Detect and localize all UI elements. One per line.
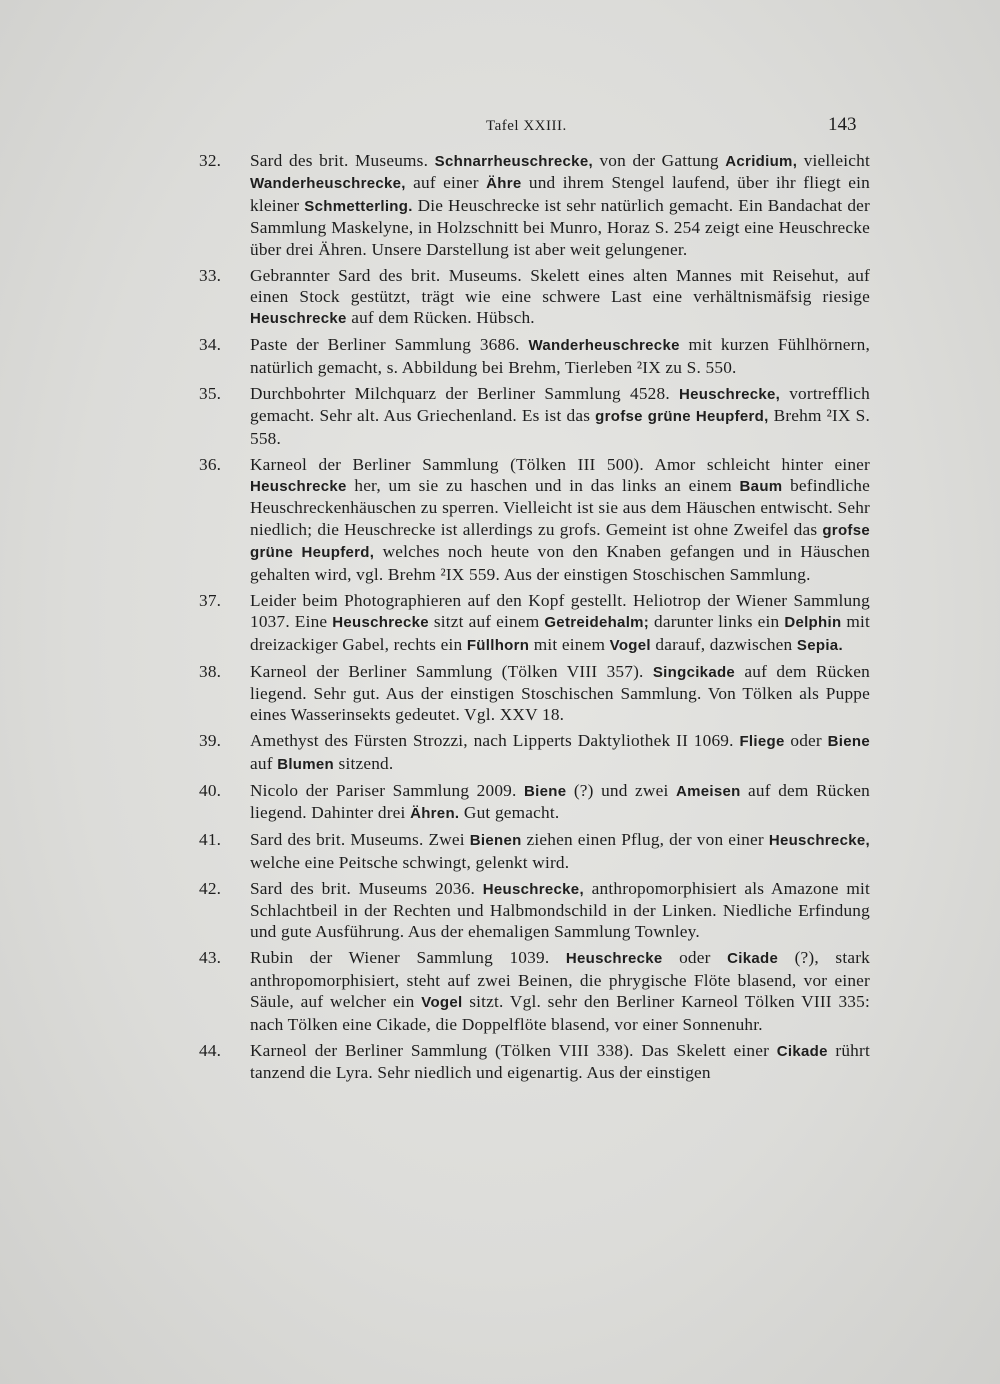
entry-number: 37. — [199, 590, 222, 610]
highlighted-term: Sepia. — [796, 636, 843, 654]
entry-number: 36. — [199, 454, 222, 474]
catalogue-entry — [199, 661, 870, 726]
entry-text-run: sitzt. Vgl. sehr den Berliner Karneol Tölken VIII 335: nach Tölken eine Cikade, die Doppelflöte blasend, vor einer Sonnenuhr. — [250, 992, 870, 1034]
highlighted-term: Biene — [524, 782, 567, 800]
entry-text-run: auf dem Rücken liegend. Sehr gut. Aus der einstigen Stoschischen Sammlung. Von Tölken als Puppe eines Wasserinsekts gedeutet. Vgl. XXV 18. — [250, 661, 870, 725]
entry-number: 39. — [199, 731, 222, 751]
highlighted-term: Blumen — [277, 755, 334, 773]
entry-text — [250, 878, 870, 943]
entry-number: 35. — [199, 383, 222, 403]
highlighted-term: Heuschrecke, — [482, 880, 584, 898]
highlighted-term: Acridium, — [725, 153, 798, 170]
entry-text-run: welches noch heute von den Knaben gefangen und in Häuschen gehalten wird, vgl. Brehm ²IX 559. Aus der einstigen Stoschischen Sammlung. — [250, 542, 871, 584]
highlighted-term: Heuschrecke, — [768, 832, 870, 850]
entry-number: 32. — [199, 151, 222, 170]
entry-text-run: Paste der Berliner Sammlung 3686. — [250, 335, 529, 355]
entry-text-run: auf einer — [405, 173, 487, 193]
entry-text-run: anthropomorphisiert als Amazone mit Schlachtbeil in der Rechten und Halbmondschild in der Linken. Niedliche Erfindung und gute Ausführung. Aus der ehemaligen Sammlung Townley. — [250, 878, 870, 942]
highlighted-term: Vogel — [421, 994, 463, 1012]
entry-text-run: Durchbohrter Milchquarz der Berliner Sammlung 4528. — [250, 383, 679, 403]
entry-number: 38. — [199, 661, 222, 681]
entry-text-run: oder — [784, 731, 828, 751]
entry-text — [250, 947, 870, 1035]
entry-text-run: auf dem Rücken liegend. Dahinter drei — [250, 780, 870, 823]
entry-text-run: Amethyst des Fürsten Strozzi, nach Lipperts Daktyliothek II 1069. — [250, 731, 740, 751]
entry-text — [250, 590, 870, 656]
highlighted-term: grofse grüne Heupferd, — [250, 521, 870, 562]
entry-text-run: (?), stark anthropomorphisiert, steht auf zwei Beinen, die phrygische Flöte blasend, vor einer Säule, auf welcher ein — [250, 948, 870, 1012]
entry-text-run: Sard des brit. Museums. Zwei — [250, 830, 470, 850]
page-number: 143 — [828, 114, 857, 135]
catalogue-entry — [199, 265, 870, 330]
entry-text-run: oder — [662, 948, 728, 968]
entry-text-run: Sard des brit. Museums 2036. — [250, 878, 483, 898]
entry-text-run: vortrefflich gemacht. Sehr alt. Aus Griechenland. Es ist das — [250, 383, 870, 426]
entry-text-run: sitzend. — [334, 753, 394, 773]
catalogue-entry — [199, 829, 870, 873]
entry-text-run: und ihrem Stengel laufend, über ihr fliegt ein kleiner — [250, 173, 870, 215]
entry-text-run: mit dreizackiger Gabel, rechts ein — [250, 612, 870, 654]
entry-text-run: Karneol der Berliner Sammlung (Tölken VIII 357). — [250, 661, 653, 681]
highlighted-term: Heuschrecke — [565, 950, 663, 968]
entry-text — [250, 1040, 870, 1084]
highlighted-term: Delphin — [784, 614, 842, 632]
highlighted-term: Heuschrecke — [250, 310, 347, 328]
highlighted-term: Ähren. — [410, 805, 460, 823]
catalogue-entry — [199, 334, 870, 378]
entry-text-run: welche eine Peitsche schwingt, gelenkt wird. — [250, 852, 570, 872]
entry-number: 43. — [199, 948, 222, 968]
entry-text — [250, 383, 870, 449]
entry-text-run: her, um sie zu haschen und in das links an einem — [346, 476, 740, 496]
entry-text-run: auf dem Rücken. Hübsch. — [346, 308, 535, 328]
entry-text-run: befindliche Heuschreckenhäuschen zu sperren. Vielleicht ist sie aus dem Häuschen entwischt. Sehr niedlich; die Heuschrecke ist allerdings zu grofs. Gemeint ist ohne Zweifel das — [250, 476, 870, 539]
highlighted-term: Getreidehalm; — [544, 614, 650, 632]
highlighted-term: Wanderheuschrecke — [528, 337, 680, 355]
entry-text-run: Gebrannter Sard des brit. Museums. Skelett eines alten Mannes mit Reisehut, auf einen Stock gestützt, trägt wie eine schwere Last eine verhältnismäfsig riesige — [250, 265, 870, 307]
entry-number: 40. — [199, 780, 222, 800]
entry-text — [250, 730, 870, 775]
highlighted-term: Heuschrecke, — [678, 385, 781, 403]
highlighted-term: Fliege — [739, 733, 785, 751]
catalogue-entry — [199, 590, 870, 656]
highlighted-term: Cikade — [776, 1042, 828, 1060]
catalogue-entry — [199, 878, 870, 943]
highlighted-term: Vogel — [609, 636, 651, 654]
highlighted-term: Heuschrecke — [332, 614, 429, 632]
entry-text-run: mit einem — [529, 634, 610, 654]
entry-text-run: Leider beim Photographieren auf den Kopf gestellt. Heliotrop der Wiener Sammlung 1037. Eine — [250, 590, 870, 632]
running-title: Tafel XXIII. — [486, 118, 567, 134]
highlighted-term: Biene — [827, 733, 870, 751]
highlighted-term: Schnarrheuschrecke, — [434, 153, 593, 170]
highlighted-term: Heuschrecke — [250, 478, 347, 496]
entry-number: 42. — [199, 878, 222, 898]
highlighted-term: Baum — [739, 478, 783, 496]
highlighted-term: Ähre — [486, 175, 522, 193]
entry-text-run: sitzt auf einem — [428, 612, 545, 632]
entry-text-run: von der Gattung — [592, 151, 726, 170]
entry-text-run: Brehm ²IX S. 558. — [250, 406, 870, 448]
entry-text — [250, 454, 870, 585]
catalogue-entries — [199, 150, 871, 1088]
catalogue-entry — [199, 383, 870, 449]
catalogue-entry — [199, 1040, 870, 1084]
page-header — [0, 114, 1000, 142]
entry-text-run: Nicolo der Pariser Sammlung 2009. — [250, 780, 524, 800]
entry-text-run: Karneol der Berliner Sammlung (Tölken VIII 338). Das Skelett einer — [250, 1040, 777, 1060]
highlighted-term: Singcikade — [652, 663, 736, 681]
entry-text-run: darauf, dazwischen — [650, 634, 797, 654]
entry-text-run: auf — [250, 753, 278, 773]
entry-number: 41. — [199, 830, 222, 850]
entry-text — [250, 780, 870, 825]
catalogue-entry — [199, 947, 870, 1035]
entry-text — [250, 265, 870, 330]
highlighted-term: Ameisen — [675, 782, 741, 800]
catalogue-entry — [199, 780, 870, 825]
highlighted-term: Cikade — [727, 950, 779, 968]
entry-text-run: mit kurzen Fühlhörnern, natürlich gemacht, s. Abbildung bei Brehm, Tierleben ²IX zu S. 550. — [250, 335, 870, 377]
entry-text-run: vielleicht — [797, 151, 870, 170]
entry-text — [250, 150, 870, 260]
entry-text-run: Karneol der Berliner Sammlung (Tölken III 500). Amor schleicht hinter einer — [250, 454, 870, 474]
entry-text-run: Gut gemacht. — [459, 803, 560, 823]
highlighted-term: Wanderheuschrecke, — [250, 175, 406, 193]
highlighted-term: grofse grüne Heupferd, — [595, 408, 769, 426]
catalogue-entry — [199, 454, 871, 585]
entry-number: 33. — [199, 265, 222, 285]
entry-text — [250, 829, 870, 873]
entry-number: 34. — [199, 335, 222, 355]
highlighted-term: Bienen — [469, 832, 522, 850]
catalogue-entry — [199, 150, 871, 260]
entry-text-run: (?) und zwei — [566, 780, 676, 800]
highlighted-term: Schmetterling. — [304, 197, 413, 215]
entry-text-run: Die Heuschrecke ist sehr natürlich gemacht. Ein Bandachat der Sammlung Maskelyne, in Holzschnitt bei Munro, Horaz S. 254 zeigt eine Heuschrecke über drei Ähren. Unsere Darstellung ist aber weit gelungener. — [250, 195, 871, 259]
entry-text-run: Sard des brit. Museums. — [250, 151, 435, 170]
entry-text — [250, 334, 870, 378]
entry-text-run: darunter links ein — [649, 612, 785, 632]
entry-text-run: rührt tanzend die Lyra. Sehr niedlich und eigenartig. Aus der einstigen — [250, 1040, 870, 1082]
entry-text-run: Rubin der Wiener Sammlung 1039. — [250, 948, 566, 968]
entry-text-run: ziehen einen Pflug, der von einer — [521, 830, 769, 850]
highlighted-term: Füllhorn — [466, 636, 530, 654]
entry-text — [250, 661, 870, 726]
catalogue-entry — [199, 730, 870, 775]
entry-number: 44. — [199, 1040, 222, 1060]
